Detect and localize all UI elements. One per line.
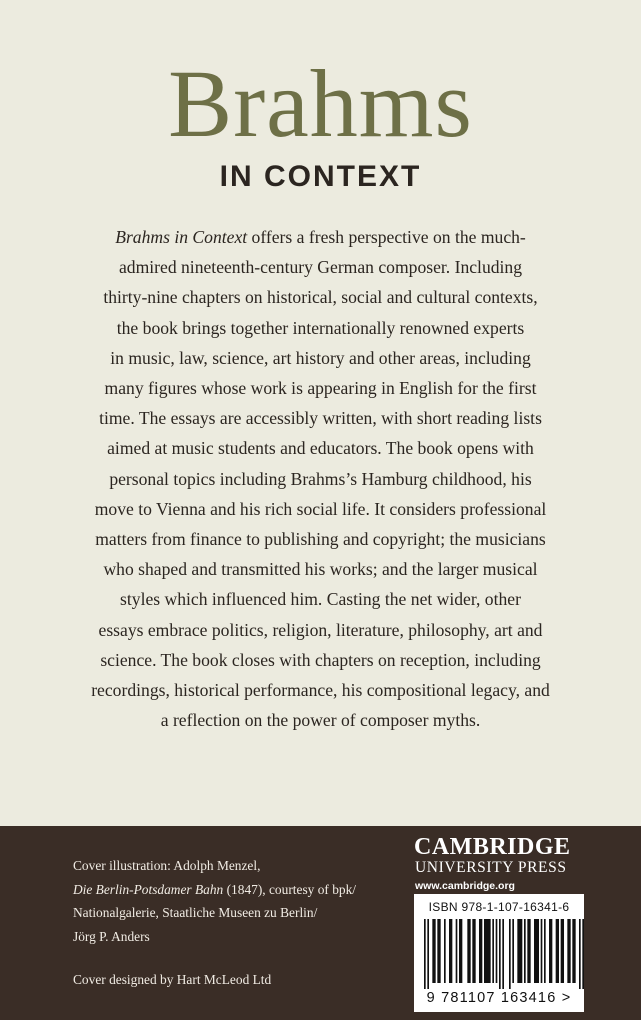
credit-line: Jörg P. Anders <box>73 928 150 944</box>
blurb-line: matters from finance to publishing and copyright; the musicians <box>95 529 546 550</box>
book-description <box>70 222 571 735</box>
barcode-bar <box>527 919 530 983</box>
painting-title: Die Berlin-Potsdamer Bahn <box>73 881 224 897</box>
publisher-logo <box>414 834 594 892</box>
blurb-line: styles which influenced him. Casting the net wider, other <box>120 589 521 610</box>
barcode-bar <box>456 919 458 983</box>
credit-line: Die Berlin-Potsdamer Bahn (1847), courtesy of bpk/ <box>73 881 357 897</box>
barcode-bar <box>484 919 491 983</box>
barcode-bar <box>472 919 475 983</box>
blurb-line: Brahms in Context offers a fresh perspective on the much- <box>115 227 526 247</box>
cover-footer-panel <box>0 826 641 1020</box>
publisher-url: www.cambridge.org <box>415 880 515 892</box>
barcode-bar <box>449 919 452 983</box>
barcode-bar <box>444 919 446 983</box>
isbn-number: ISBN 978-1-107-16341-6 <box>428 900 570 914</box>
blurb-line: a reflection on the power of composer myths. <box>160 710 481 731</box>
blurb-line: essays embrace politics, religion, literature, philosophy, art and <box>98 619 543 640</box>
barcode-bar <box>502 919 504 989</box>
blurb-line: in music, law, science, art history and other areas, including <box>110 347 531 368</box>
barcode-bar <box>512 919 514 983</box>
ean-digits <box>414 990 584 1006</box>
book-subtitle: IN CONTEXT <box>219 160 422 193</box>
barcode-bar <box>492 919 494 983</box>
barcode-bar <box>561 919 564 983</box>
credit-line: Cover illustration: Adolph Menzel, <box>73 858 261 873</box>
barcode-bar <box>579 919 581 989</box>
blurb-line: aimed at music students and educators. The book opens with <box>107 438 534 459</box>
barcode-bar <box>479 919 482 983</box>
blurb-title-italic: Brahms in Context <box>115 227 248 247</box>
barcode-bar <box>427 919 429 989</box>
barcode-bar <box>424 919 426 989</box>
barcode-bar <box>467 919 470 983</box>
barcode-bar <box>496 919 498 983</box>
barcode-bar <box>437 919 440 983</box>
blurb-line: many figures whose work is appearing in English for the first <box>104 378 537 399</box>
blurb-line: recordings, historical performance, his compositional legacy, and <box>91 680 550 701</box>
barcode-bar <box>499 919 501 989</box>
credit-line: Nationalgalerie, Staatliche Museen zu Berlin/ <box>73 905 318 920</box>
blurb-line: who shaped and transmitted his works; and the larger musical <box>103 559 538 580</box>
ean-left-group: 781107 <box>441 990 496 1006</box>
barcode-bars <box>424 919 584 989</box>
blurb-line: admired nineteenth-century German composer. Including <box>118 257 523 278</box>
barcode-bar <box>517 919 522 983</box>
blurb-line: time. The essays are accessibly written, with short reading lists <box>99 408 542 429</box>
blurb-line: science. The book closes with chapters on reception, including <box>100 649 541 670</box>
barcode-bar <box>432 919 435 983</box>
blurb-line: thirty-nine chapters on historical, social and cultural contexts, <box>103 287 538 308</box>
book-title: Brahms <box>168 50 473 157</box>
designer-credit: Cover designed by Hart McLeod Ltd <box>73 972 272 987</box>
barcode-bar <box>582 919 584 989</box>
barcode-bar <box>572 919 575 983</box>
barcode-bar <box>509 919 511 989</box>
barcode-bar <box>541 919 543 983</box>
barcode-bar <box>544 919 546 983</box>
barcode-bar <box>534 919 539 983</box>
ean-right-group: 163416 <box>500 990 557 1006</box>
blurb-line: the book brings together internationally renowned experts <box>116 317 525 338</box>
blurb-line: personal topics including Brahms’s Hamburg childhood, his <box>109 468 532 489</box>
barcode-bar <box>524 919 526 983</box>
cover-credits <box>73 854 393 992</box>
barcode-bar <box>567 919 570 983</box>
ean-arrow: > <box>561 990 572 1006</box>
barcode-bar <box>556 919 559 983</box>
publisher-press: UNIVERSITY PRESS <box>415 859 567 876</box>
blurb-line: move to Vienna and his rich social life. It considers professional <box>94 498 547 519</box>
barcode-bar <box>549 919 552 983</box>
barcode-bar <box>459 919 462 983</box>
ean-first-digit: 9 <box>426 990 436 1006</box>
publisher-name: CAMBRIDGE <box>414 834 571 860</box>
barcode-label <box>414 894 584 1012</box>
